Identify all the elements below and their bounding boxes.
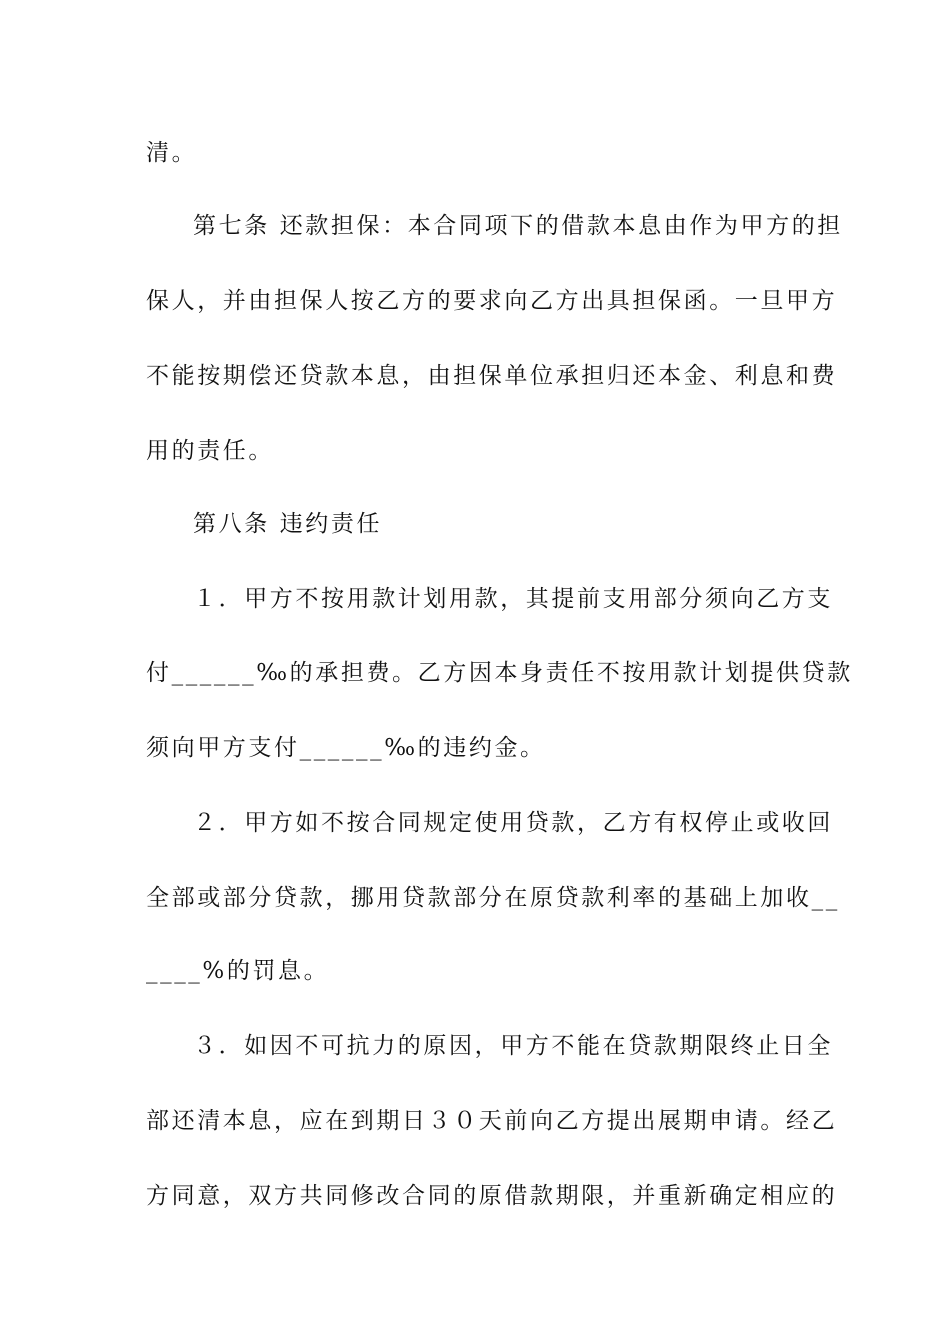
- article-7-line-3: 不能按期偿还贷款本息，由担保单位承担归还本金、利息和费: [146, 363, 838, 389]
- article-7-line-4: 用的责任。: [146, 438, 274, 464]
- clause-1-line-3: 须向甲方支付______‰的违约金。: [146, 735, 546, 761]
- article-8-heading: 第八条 违约责任: [193, 511, 383, 537]
- article-7-line-2: 保人，并由担保人按乙方的要求向乙方出具担保函。一旦甲方: [146, 288, 838, 314]
- clause-3-line-3: 方同意，双方共同修改合同的原借款期限，并重新确定相应的: [146, 1183, 838, 1209]
- clause-1-line-2: 付______‰的承担费。乙方因本身责任不按用款计划提供贷款: [146, 660, 853, 686]
- clause-2-line-2: 全部或部分贷款，挪用贷款部分在原贷款利率的基础上加收__: [146, 885, 840, 911]
- paragraph-6-end-line: 清。: [146, 140, 198, 166]
- clause-1-line-1: １．甲方不按用款计划用款，其提前支用部分须向乙方支: [193, 586, 833, 612]
- clause-2-line-3: ____%的罚息。: [146, 958, 330, 984]
- article-7-line-1: 第七条 还款担保：本合同项下的借款本息由作为甲方的担: [193, 213, 843, 239]
- clause-2-line-1: ２．甲方如不按合同规定使用贷款，乙方有权停止或收回: [193, 810, 833, 836]
- clause-3-line-2: 部还清本息，应在到期日３０天前向乙方提出展期申请。经乙: [146, 1108, 838, 1134]
- clause-3-line-1: ３．如因不可抗力的原因，甲方不能在贷款期限终止日全: [193, 1033, 833, 1059]
